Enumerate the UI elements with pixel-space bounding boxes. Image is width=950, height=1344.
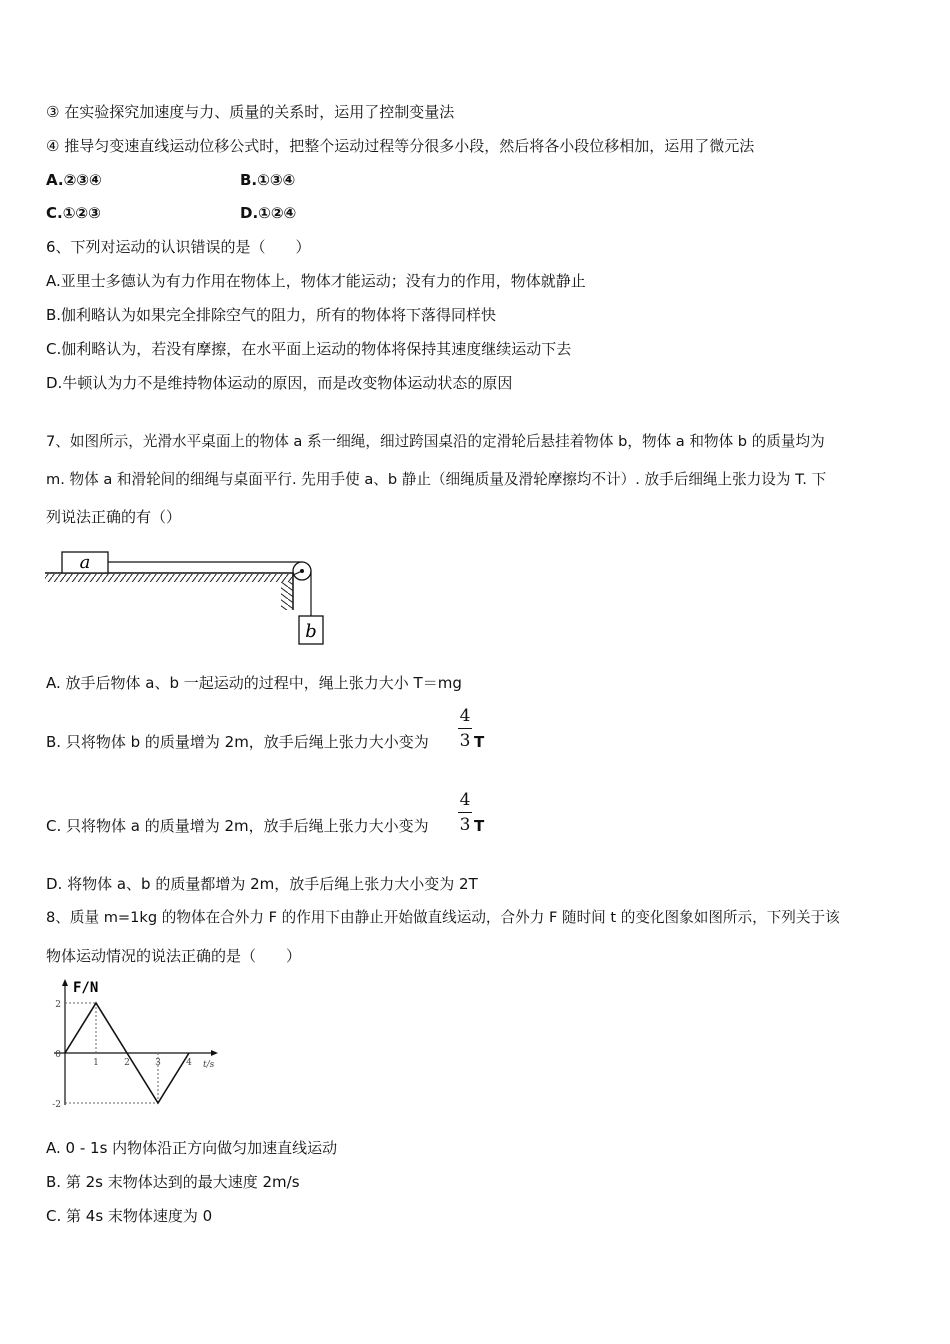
q7-stem-line2: m. 物体 a 和滑轮间的细绳与桌面平行. 先用手使 a、b 静止（细绳质量及滑轮摩擦均不计）. 放手后细绳上张力设为 T. 下 (46, 471, 827, 488)
fraction-denominator: 3 (459, 815, 471, 835)
q7-option-c-fraction (458, 790, 472, 835)
q7-option-c-text: C. 只将物体 a 的质量增为 2m，放手后绳上张力大小变为 (46, 817, 429, 835)
fraction-denominator: 3 (459, 731, 471, 751)
fraction-numerator: 4 (459, 706, 471, 726)
block-b-label: b (305, 621, 317, 642)
block-a-label: a (79, 552, 91, 573)
q7-option-a: A. 放手后物体 a、b 一起运动的过程中，绳上张力大小 T＝mg (46, 674, 462, 692)
q7-option-b-fraction (458, 706, 472, 751)
q8-option-c: C. 第 4s 末物体速度为 0 (46, 1207, 213, 1225)
table-hatching (45, 574, 293, 582)
q6-option-b: B.伽利略认为如果完全排除空气的阻力，所有的物体将下落得同样快 (46, 306, 497, 324)
statement-3: ③ 在实验探究加速度与力、质量的关系时，运用了控制变量法 (46, 103, 455, 121)
q7-option-b-text: B. 只将物体 b 的质量增为 2m，放手后绳上张力大小变为 (46, 733, 429, 751)
y-tick-label: 0 (55, 1050, 61, 1060)
q5-option-a: A.②③④ (46, 171, 102, 189)
q8-stem-line1: 8、质量 m=1kg 的物体在合外力 F 的作用下由静止开始做直线运动，合外力 F 随时间 t 的变化图象如图所示，下列关于该 (46, 909, 840, 926)
q6-option-a: A.亚里士多德认为有力作用在物体上，物体才能运动；没有力的作用，物体就静止 (46, 272, 586, 290)
x-tick-label: 1 (93, 1058, 99, 1068)
q7-pulley-figure (40, 545, 340, 655)
q7-option-b (46, 732, 429, 752)
q5-option-d: D.①②④ (240, 204, 297, 222)
fraction-numerator: 4 (459, 790, 471, 810)
x-tick-label: 3 (155, 1058, 161, 1068)
q7-stem-line3: 列说法正确的有（） (46, 508, 182, 526)
statement-4: ④ 推导匀变速直线运动位移公式时，把整个运动过程等分很多小段，然后将各小段位移相加，运用了微元法 (46, 137, 755, 155)
x-axis-arrow-icon (211, 1050, 218, 1056)
y-tick-label: -2 (52, 1100, 61, 1110)
x-tick-label: 2 (124, 1058, 130, 1068)
x-axis-label: t/s (203, 1060, 215, 1070)
table-edge-hatching (281, 582, 293, 610)
q7-option-b-unit: T (474, 733, 485, 751)
q6-stem: 6、下列对运动的认识错误的是（ ） (46, 238, 311, 256)
y-tick-label: 2 (55, 1000, 61, 1010)
y-axis-label: F/N (73, 980, 99, 996)
q5-option-b: B.①③④ (240, 171, 296, 189)
q6-option-c: C.伽利略认为，若没有摩擦，在水平面上运动的物体将保持其速度继续运动下去 (46, 340, 572, 358)
q7-option-d: D. 将物体 a、b 的质量都增为 2m，放手后绳上张力大小变为 2T (46, 875, 478, 893)
q7-option-c (46, 816, 429, 836)
x-tick-label: 4 (186, 1058, 192, 1068)
q8-stem-line2: 物体运动情况的说法正确的是（ ） (46, 947, 302, 965)
q7-option-c-unit: T (474, 817, 485, 835)
q5-option-c: C.①②③ (46, 204, 101, 222)
q8-option-b: B. 第 2s 末物体达到的最大速度 2m/s (46, 1173, 300, 1191)
q6-option-d: D.牛顿认为力不是维持物体运动的原因，而是改变物体运动状态的原因 (46, 374, 513, 392)
q8-option-a: A. 0 - 1s 内物体沿正方向做匀加速直线运动 (46, 1139, 338, 1157)
y-axis-arrow-icon (62, 979, 68, 986)
q7-stem-line1: 7、如图所示，光滑水平桌面上的物体 a 系一细绳，细过跨国桌沿的定滑轮后悬挂着物体 b，物体 a 和物体 b 的质量均为 (46, 433, 825, 450)
q8-force-time-chart (44, 975, 234, 1115)
